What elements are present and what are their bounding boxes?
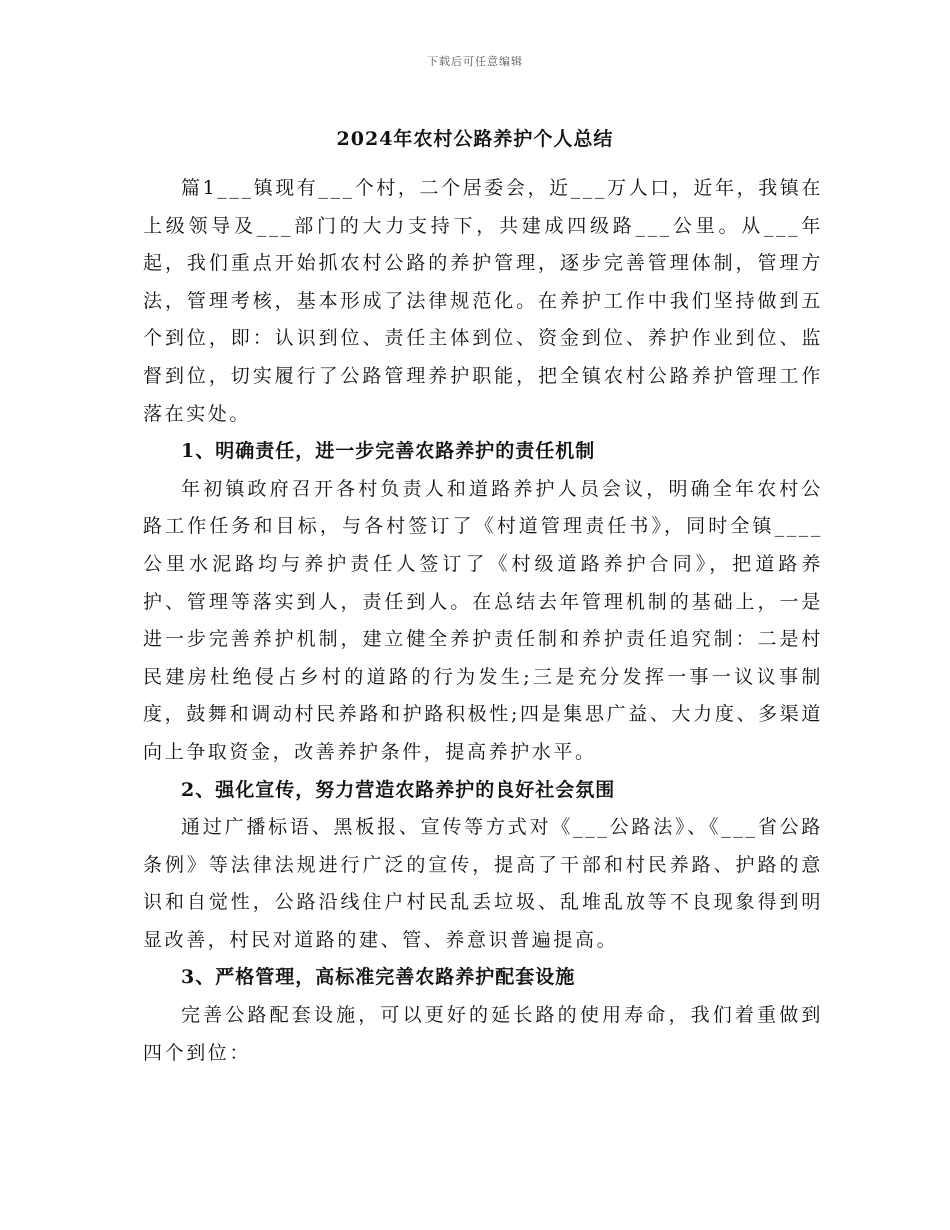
document-body xyxy=(143,170,823,1072)
section-paragraph-2: 通过广播标语、黑板报、宣传等方式对《___公路法》、《___省公路条例》等法律法规进行广泛的宣传，提高了干部和村民养路、护路的意识和自觉性，公路沿线住户村民乱丢垃圾、乱堆乱放等不良现象得到明显改善，村民对道路的建、管、养意识普遍提高。 xyxy=(143,816,823,951)
header-note: 下载后可任意编辑 xyxy=(427,55,523,68)
section-heading-3: 3、严格管理，高标准完善农路养护配套设施 xyxy=(181,966,576,989)
section-heading-1: 1、明确责任，进一步完善农路养护的责任机制 xyxy=(181,440,596,463)
section-paragraph-1: 年初镇政府召开各村负责人和道路养护人员会议，明确全年农村公路工作任务和目标，与各村签订了《村道管理责任书》，同时全镇____公里水泥路均与养护责任人签订了《村级道路养护合同》，把道路养护、管理等落实到人，责任到人。在总结去年管理机制的基础上，一是进一步完善养护机制，建立健全养护责任制和养护责任追究制：二是村民建房杜绝侵占乡村的道路的行为发生;三是充分发挥一事一议议事制度，鼓舞和调动村民养路和护路积极性;四是集思广益、大力度、多渠道向上争取资金，改善养护条件，提高养护水平。 xyxy=(143,477,823,763)
section-paragraph-3: 完善公路配套设施，可以更好的延长路的使用寿命，我们着重做到四个到位： xyxy=(143,1004,823,1064)
section-heading-2: 2、强化宣传，努力营造农路养护的良好社会氛围 xyxy=(181,778,616,801)
intro-paragraph: 篇1___镇现有___个村，二个居委会，近___万人口，近年，我镇在上级领导及___部门的大力支持下，共建成四级路___公里。从___年起，我们重点开始抓农村公路的养护管理，逐步完善管理体制，管理方法，管理考核，基本形成了法律规范化。在养护工作中我们坚持做到五个到位，即：认识到位、责任主体到位、资金到位、养护作业到位、监督到位，切实履行了公路管理养护职能，把全镇农村公路养护管理工作落在实处。 xyxy=(143,177,823,425)
document-title: 2024年农村公路养护个人总结 xyxy=(336,128,614,150)
